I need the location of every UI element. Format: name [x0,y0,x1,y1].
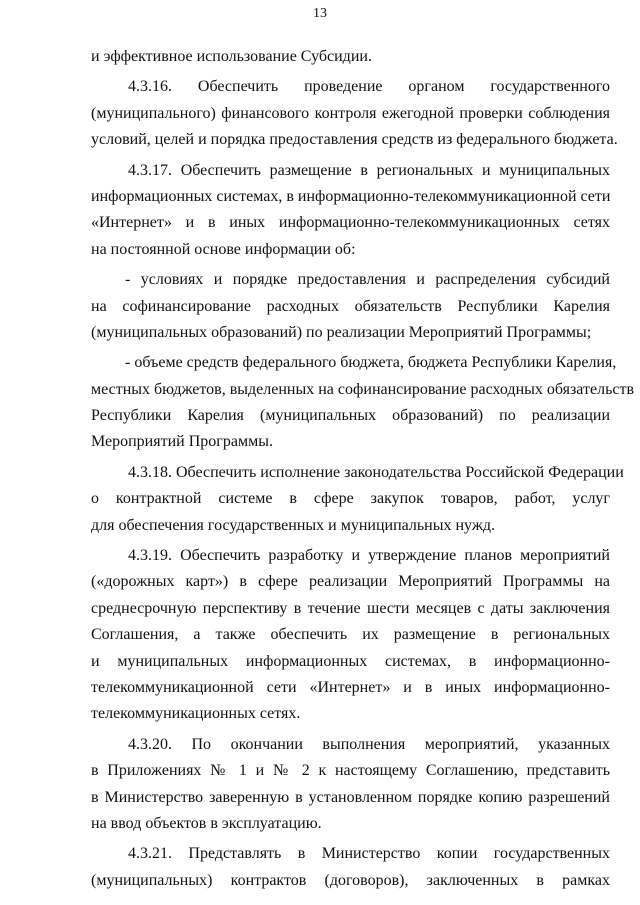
text-line: «Интернет» и в иных информационно-телекоммуникационных сетях [91,214,610,232]
text-line: - объеме средств федерального бюджета, бюджета Республики Карелия, [125,354,617,372]
text-line: («дорожных карт») в сфере реализации Мероприятий Программы на [91,573,610,591]
text-line: 4.3.19. Обеспечить разработку и утверждение планов мероприятий [128,547,610,565]
text-line: для обеспечения государственных и муниципальных нужд. [91,516,496,534]
text-line: - условиях и порядке предоставления и распределения субсидий [125,271,610,289]
text-line: (муниципальных) контрактов (договоров), заключенных в рамках [91,871,610,889]
text-line: на постоянной основе информации об: [91,240,356,258]
text-line: информационных системах, в информационно-телекоммуникационной сети [91,187,611,205]
text-line: в Министерство заверенную в установленном порядке копию разрешений [91,788,610,806]
text-line: среднесрочную перспективу в течение шести месяцев с даты заключения [91,599,610,617]
list-item-budget-volume [91,350,635,456]
text-line: о контрактной системе в сфере закупок товаров, работ, услуг [91,490,610,508]
paragraph-4-3-19 [91,543,610,728]
text-line: телекоммуникационной сети «Интернет» и в иных информационно- [91,678,610,696]
paragraph-4-3-18 [91,460,624,539]
text-line: на софинансирование расходных обязательств Республики Карелия [91,297,610,315]
text-line: и муниципальных информационных системах, в информационно- [91,652,610,670]
text-line: и эффективное использование Субсидии. [91,48,372,65]
page-number: 13 [313,6,327,21]
text-line: 4.3.21. Представлять в Министерство копии государственных [128,845,610,863]
text-line: (муниципальных образований) по реализации Мероприятий Программы; [91,323,592,341]
paragraph-continuation [91,44,610,70]
list-item-conditions [91,267,610,346]
text-line: в Приложениях № 1 и № 2 к настоящему Соглашению, представить [91,762,610,780]
paragraph-4-3-20 [91,732,610,838]
text-line: 4.3.18. Обеспечить исполнение законодательства Российской Федерации [128,463,624,481]
text-line: Республики Карелия (муниципальных образований) по реализации [91,407,610,425]
text-line: телекоммуникационных сетях. [91,705,301,723]
text-line: Мероприятий Программы. [91,433,273,451]
text-line: условий, целей и порядка предоставления средств из федерального бюджета. [91,131,618,149]
text-line: Соглашения, а также обеспечить их размещение в региональных [91,626,610,644]
paragraph-4-3-21 [91,841,610,894]
paragraph-4-3-16 [91,74,618,153]
text-line: 4.3.20. По окончании выполнения мероприятий, указанных [128,735,610,753]
text-line: (муниципального) финансового контроля ежегодной проверки соблюдения [91,104,610,122]
text-line: 4.3.17. Обеспечить размещение в региональных и муниципальных [128,161,610,179]
paragraph-4-3-17 [91,158,610,264]
document-body [91,44,635,894]
text-line: на ввод объектов в эксплуатацию. [91,814,322,832]
text-line: 4.3.16. Обеспечить проведение органом государственного [128,78,610,96]
text-line: местных бюджетов, выделенных на софинансирование расходных обязательств [91,380,635,398]
